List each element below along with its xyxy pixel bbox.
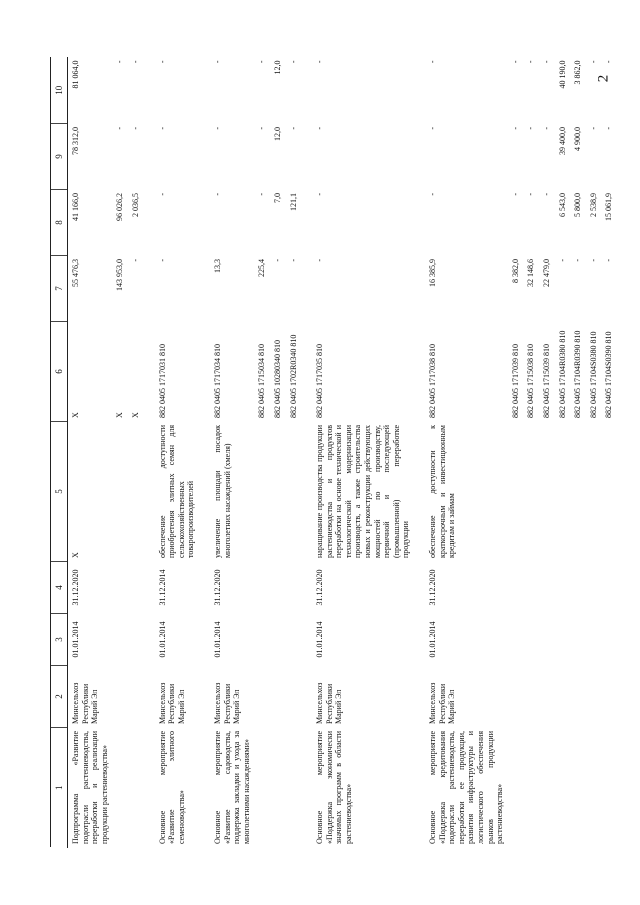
cell-end-date: 31.12.2014 (157, 569, 167, 605)
table-row (601, 57, 617, 847)
cell-col-8: - (541, 192, 551, 196)
header-col-7: 7 (51, 255, 68, 321)
table-row (254, 57, 270, 847)
cell-col-7: 16 385,9 (428, 258, 438, 287)
cell-executor (128, 665, 144, 727)
cell-col-7: 32 148,6 (526, 258, 536, 287)
cell-program-name (286, 727, 302, 847)
cell-col-10: - (212, 60, 222, 63)
cell-start-date: 01.01.2014 (212, 621, 222, 657)
header-row (51, 57, 68, 847)
table-row (555, 57, 571, 847)
cell-col-7: - (557, 258, 567, 262)
cell-col-10: 3 862,0 (573, 60, 583, 84)
cell-col-7: - (157, 258, 167, 262)
cell-end-date (128, 561, 144, 613)
cell-budget-code: 882 0405 17104R0390 810 (573, 330, 583, 418)
cell-executor (570, 665, 586, 727)
cell-end-date: 31.12.2020 (212, 569, 222, 605)
cell-col-10: - (115, 60, 125, 63)
cell-budget-code: X (115, 411, 125, 418)
cell-executor (601, 665, 617, 727)
cell-budget-code: 882 0405 17104R0380 810 (557, 330, 567, 418)
cell-program-name: Подпрограмма «Развитие подотрасли растениеводства, переработки и реализации продукции растениеводства» (71, 730, 109, 844)
cell-executor (523, 665, 539, 727)
cell-program-name (254, 727, 270, 847)
cell-col-9: 78 312,0 (71, 126, 80, 155)
cell-budget-code: 882 0405 17104S0380 810 (588, 331, 598, 418)
cell-budget-code: 882 0405 1717038 810 (428, 343, 438, 418)
cell-expected-result (112, 421, 128, 561)
cell-col-8: 15 061,9 (604, 192, 614, 221)
cell-col-9: - (257, 126, 267, 130)
cell-col-8: 5 800,0 (573, 192, 583, 217)
cell-program-name (539, 727, 555, 847)
cell-program-name (570, 727, 586, 847)
cell-col-10: - (257, 60, 267, 63)
header-col-9: 9 (51, 123, 68, 189)
cell-start-date (539, 613, 555, 665)
rotated-table-container (50, 58, 614, 848)
header-col-2: 2 (51, 665, 68, 727)
cell-col-8: 2 538,9 (588, 192, 598, 217)
cell-program-name: Основное мероприятие «Поддержка экономически значимых программ в области растениеводства» (315, 730, 353, 844)
cell-budget-code: 882 0405 1717031 810 (157, 343, 167, 418)
cell-start-date: 01.01.2014 (157, 621, 167, 657)
cell-col-7: 225,4 (257, 258, 267, 277)
cell-col-8: 6 543,0 (557, 192, 567, 217)
cell-col-9: - (288, 126, 298, 130)
cell-col-7: 22 479,0 (541, 258, 551, 287)
header-col-10: 10 (51, 57, 68, 123)
cell-program-name (112, 727, 128, 847)
cell-col-8: - (257, 192, 267, 196)
cell-col-8: - (510, 192, 520, 196)
cell-expected-result (601, 421, 617, 561)
cell-program-name (508, 727, 524, 847)
cell-expected-result (570, 421, 586, 561)
cell-expected-result (286, 421, 302, 561)
cell-col-9: - (157, 126, 167, 130)
cell-program-name: Основное мероприятие «Развитие садоводства, поддержка закладки и ухода за многолетними насаждениями» (212, 730, 251, 844)
cell-col-7: 13,3 (212, 258, 222, 273)
table-row (286, 57, 302, 847)
cell-col-7: - (604, 258, 614, 262)
header-col-8: 8 (51, 189, 68, 255)
cell-program-name: Основное мероприятие «Поддержка кредитования подотрасли растениеводства, переработки ее продукции, развития инфраструктуры и логистического обеспечения рынков продукции растениеводства» (428, 730, 505, 844)
cell-end-date (555, 561, 571, 613)
cell-expected-result (523, 421, 539, 561)
cell-col-9: - (428, 126, 438, 130)
cell-start-date (601, 613, 617, 665)
cell-expected-result (555, 421, 571, 561)
cell-col-10: - (315, 60, 325, 63)
cell-budget-code: X (71, 411, 80, 418)
cell-budget-code: 882 0405 10280340 810 (272, 339, 282, 418)
cell-col-7: - (272, 258, 282, 262)
cell-start-date (570, 613, 586, 665)
cell-executor: Минсельхоз Республики Марий Эл (71, 682, 100, 724)
cell-col-9: - (541, 126, 551, 130)
cell-col-10: - (157, 60, 167, 63)
cell-expected-result (128, 421, 144, 561)
cell-budget-code: 882 0405 1717034 810 (212, 343, 222, 418)
cell-end-date (601, 561, 617, 613)
cell-executor (112, 665, 128, 727)
cell-start-date: 01.01.2014 (315, 621, 325, 657)
cell-budget-code: 882 0405 1715039 810 (541, 343, 551, 418)
cell-start-date: 01.01.2014 (71, 621, 80, 657)
cell-col-10: - (428, 60, 438, 63)
cell-col-10: - (541, 60, 551, 63)
table-row (301, 57, 414, 847)
cell-col-8: 2 036,5 (130, 192, 140, 217)
cell-end-date (508, 561, 524, 613)
header-col-1: 1 (51, 727, 68, 847)
cell-col-9: - (212, 126, 222, 130)
table-row (508, 57, 524, 847)
cell-expected-result (508, 421, 524, 561)
cell-col-7: - (130, 258, 140, 262)
cell-executor (555, 665, 571, 727)
cell-start-date (555, 613, 571, 665)
cell-col-7: - (588, 258, 598, 262)
cell-col-10: - (604, 60, 614, 63)
cell-end-date (586, 561, 602, 613)
cell-end-date (539, 561, 555, 613)
cell-col-10: 12,0 (272, 60, 282, 74)
cell-col-10: - (288, 60, 298, 63)
cell-end-date (523, 561, 539, 613)
page-number: 2 (595, 74, 612, 83)
cell-expected-result (270, 421, 286, 561)
cell-budget-code: 882 0405 1717035 810 (315, 343, 325, 418)
cell-col-9: - (588, 126, 598, 130)
cell-program-name: Основное мероприятие «Развитие элитного семеноводства» (157, 730, 186, 844)
cell-col-8: 7,0 (272, 192, 282, 203)
cell-start-date (254, 613, 270, 665)
cell-col-9: 39 400,0 (557, 126, 567, 155)
cell-col-7: 143 953,0 (115, 258, 125, 291)
table-row (112, 57, 128, 847)
cell-executor: Минсельхоз Республики Марий Эл (428, 682, 457, 724)
cell-col-9: 12,0 (272, 126, 282, 141)
cell-col-8: 96 026,2 (115, 192, 125, 221)
cell-col-9: 4 900,0 (573, 126, 583, 151)
cell-expected-result: увеличение площади посадок многолетних насаждений (хмеля) (212, 424, 232, 558)
cell-col-8: 41 166,0 (71, 192, 80, 221)
cell-start-date (586, 613, 602, 665)
cell-expected-result (586, 421, 602, 561)
cell-col-8: - (212, 192, 222, 196)
cell-executor: Минсельхоз Республики Марий Эл (315, 682, 344, 724)
cell-executor: Минсельхоз Республики Марий Эл (157, 682, 186, 724)
cell-executor (586, 665, 602, 727)
table-row (414, 57, 508, 847)
cell-executor (539, 665, 555, 727)
cell-col-7: - (573, 258, 583, 262)
header-col-4: 4 (51, 561, 68, 613)
cell-col-8: - (157, 192, 167, 196)
cell-end-date (286, 561, 302, 613)
cell-program-name (586, 727, 602, 847)
cell-start-date (523, 613, 539, 665)
cell-col-10: - (526, 60, 536, 63)
cell-program-name (270, 727, 286, 847)
cell-end-date (570, 561, 586, 613)
cell-col-10: 81 064,0 (71, 60, 80, 88)
cell-col-8: - (315, 192, 325, 196)
cell-col-8: - (428, 192, 438, 196)
header-col-6: 6 (51, 321, 68, 421)
cell-executor (286, 665, 302, 727)
cell-col-10: 40 190,0 (557, 60, 567, 88)
cell-budget-code: 882 0405 1702R0340 810 (288, 334, 298, 418)
cell-end-date (254, 561, 270, 613)
cell-start-date: 01.01.2014 (428, 621, 438, 657)
header-col-3: 3 (51, 613, 68, 665)
cell-executor (270, 665, 286, 727)
cell-start-date (112, 613, 128, 665)
cell-start-date (508, 613, 524, 665)
table-row (68, 57, 113, 847)
cell-col-9: - (130, 126, 140, 130)
cell-end-date: 31.12.2020 (428, 569, 438, 605)
cell-end-date: 31.12.2020 (315, 569, 325, 605)
cell-end-date (112, 561, 128, 613)
cell-start-date (270, 613, 286, 665)
cell-start-date (128, 613, 144, 665)
cell-executor (508, 665, 524, 727)
cell-col-10: - (510, 60, 520, 63)
table-row (570, 57, 586, 847)
cell-budget-code: X (130, 411, 140, 418)
cell-col-7: - (315, 258, 325, 262)
cell-program-name (555, 727, 571, 847)
cell-end-date: 31.12.2020 (71, 569, 80, 605)
program-table (50, 57, 617, 848)
cell-expected-result (254, 421, 270, 561)
cell-expected-result (539, 421, 555, 561)
cell-col-9: - (510, 126, 520, 130)
cell-col-8: 121,1 (288, 192, 298, 211)
table-body (68, 57, 617, 847)
cell-budget-code: 882 0405 1715034 810 (257, 343, 267, 418)
cell-col-9: - (315, 126, 325, 130)
cell-budget-code: 882 0405 17104S0390 810 (604, 331, 614, 418)
cell-col-10: - (588, 60, 598, 63)
cell-expected-result: наращивание производства продукции растениеводства и продуктов переработки на основе технической и технологической модернизации производств, а также строительства новых и реконструкции действующих мощностей по производству, первичной и последующей (промышленной) переработке продукции (315, 424, 411, 558)
cell-col-9: - (526, 126, 536, 130)
cell-col-7: 8 382,0 (510, 258, 520, 283)
cell-start-date (286, 613, 302, 665)
cell-end-date (270, 561, 286, 613)
cell-expected-result: обеспечение доступности к краткосрочным и инвестиционным кредитам и займам (428, 424, 457, 558)
cell-program-name (523, 727, 539, 847)
cell-col-8: - (526, 192, 536, 196)
cell-budget-code: 882 0405 1715038 810 (526, 343, 536, 418)
table-row (523, 57, 539, 847)
table-row (144, 57, 199, 847)
cell-executor (254, 665, 270, 727)
cell-program-name (601, 727, 617, 847)
table-row (539, 57, 555, 847)
table-row (128, 57, 144, 847)
header-col-5: 5 (51, 421, 68, 561)
cell-executor: Минсельхоз Республики Марий Эл (212, 682, 242, 724)
cell-col-7: 55 476,3 (71, 258, 80, 287)
table-row (199, 57, 254, 847)
cell-program-name (128, 727, 144, 847)
table-row (270, 57, 286, 847)
table-row (586, 57, 602, 847)
cell-budget-code: 882 0405 1717039 810 (510, 343, 520, 418)
cell-expected-result: обеспечение доступности приобретения элитных семян для сельскохозяйственных товаропроизводителей (157, 424, 196, 558)
cell-expected-result: X (71, 551, 80, 558)
cell-col-10: - (130, 60, 140, 63)
cell-col-7: - (288, 258, 298, 262)
cell-col-9: - (604, 126, 614, 130)
cell-col-9: - (115, 126, 125, 130)
